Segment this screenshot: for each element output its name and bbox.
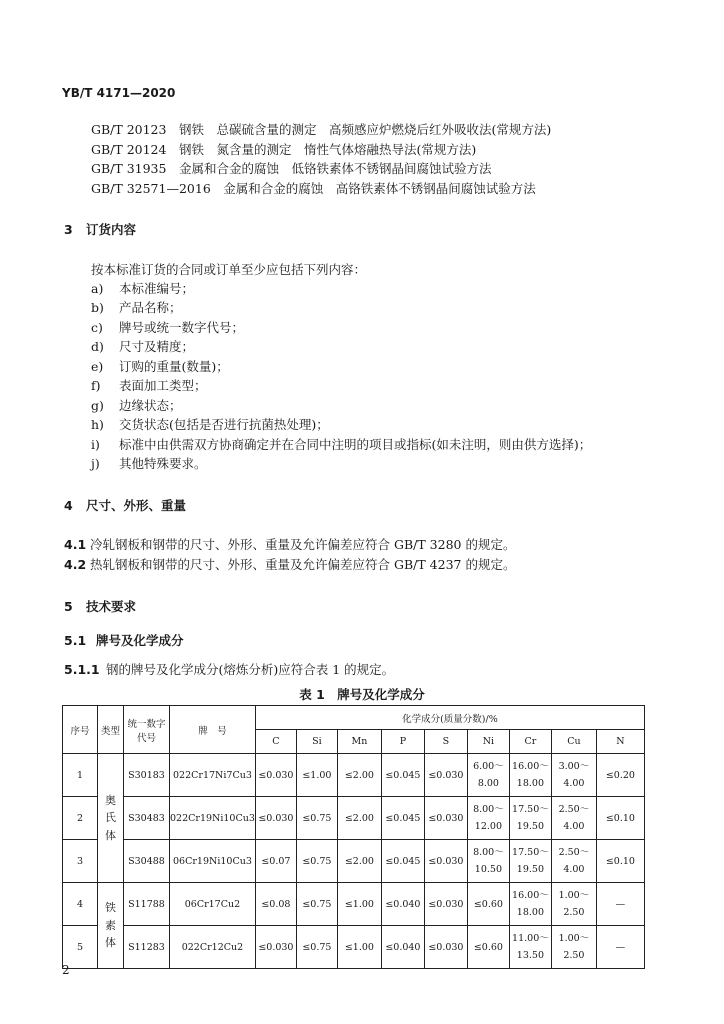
header-composition: 化学成分(质量分数)/% [255,706,644,730]
cell-n: — [596,883,644,926]
cell-cu: 1.00～ 2.50 [551,926,596,969]
header-element: S [424,730,467,754]
cell-grade: 06Cr19Ni10Cu3 [170,840,256,883]
document-id: YB/T 4171—2020 [62,86,176,100]
cell-n: ≤0.20 [596,754,644,797]
cell-p: ≤0.040 [381,926,424,969]
header-element: N [596,730,644,754]
list-item [91,318,244,336]
cell-s: ≤0.030 [424,754,467,797]
cell-mn: ≤2.00 [337,797,381,840]
item-label: i) [91,437,100,452]
cell-cu: 2.50～ 4.00 [551,840,596,883]
header-element: P [381,730,424,754]
cell-c: ≤0.030 [255,797,296,840]
table-header-row [63,706,645,730]
list-item [91,279,194,297]
cell-si: ≤0.75 [296,883,337,926]
cell-c: ≤0.030 [255,926,296,969]
item-text: 牌号或统一数字代号； [119,320,245,335]
cell-n: ≤0.10 [596,840,644,883]
cell-cr: 17.50～ 19.50 [509,840,551,883]
list-item [91,337,194,355]
cell-n: ≤0.10 [596,797,644,840]
cell-type: 奥 氏 体 [98,754,124,883]
item-label: f) [91,378,101,393]
item-label: h) [91,417,104,432]
section-number: 4 [64,498,73,513]
item-label: g) [91,398,104,413]
cell-n: — [596,926,644,969]
section-3-heading [64,220,136,238]
cell-type: 铁 素 体 [98,883,124,969]
cell-s: ≤0.030 [424,926,467,969]
cell-si: ≤0.75 [296,797,337,840]
list-item [91,454,207,472]
cell-c: ≤0.030 [255,754,296,797]
section-number: 3 [64,222,73,237]
cell-p: ≤0.045 [381,840,424,883]
section-number: 5 [64,599,73,614]
cell-code: S11788 [124,883,170,926]
cell-seq: 5 [63,926,98,969]
reference-line: GB/T 20123 钢铁 总碳硫含量的测定 高频感应炉燃烧后红外吸收法(常规方法) [91,122,552,137]
header-code-line: 代号 [136,732,156,744]
cell-seq: 1 [63,754,98,797]
cell-code: S30183 [124,754,170,797]
item-label: e) [91,359,104,374]
cell-mn: ≤1.00 [337,926,381,969]
list-item [91,435,591,453]
header-element: Mn [337,730,381,754]
composition-table [62,705,645,969]
cell-c: ≤0.07 [255,840,296,883]
cell-ni: ≤0.60 [467,926,509,969]
subsection-title: 牌号及化学成分 [96,633,184,648]
list-item [91,415,329,433]
list-item [91,376,207,394]
section-5-heading [64,597,136,615]
cell-cr: 11.00～ 13.50 [509,926,551,969]
header-element: Si [296,730,337,754]
item-text: 标准中由供需双方协商确定并在合同中注明的项目或指标(如未注明，则由供方选择)； [119,437,592,452]
cell-c: ≤0.08 [255,883,296,926]
header-element: Cr [509,730,551,754]
table-row [63,926,645,969]
header-element: Ni [467,730,509,754]
cell-cu: 3.00～ 4.00 [551,754,596,797]
header-code-line: 统一数字 [127,718,166,730]
item-text: 交货状态(包括是否进行抗菌热处理)； [119,417,329,432]
section-4-heading [64,496,186,514]
table-caption: 表 1 牌号及化学成分 [299,687,425,702]
cell-grade: 022Cr17Ni7Cu3 [170,754,256,797]
item-text: 其他特殊要求。 [119,456,207,471]
item-text: 订购的重量(数量)； [119,359,229,374]
cell-code: S30483 [124,797,170,840]
cell-seq: 2 [63,797,98,840]
list-item [91,357,229,375]
section-title: 尺寸、外形、重量 [86,498,187,513]
reference-line: GB/T 32571—2016 金属和合金的腐蚀 高铬铁素体不锈钢晶间腐蚀试验方法 [91,181,536,196]
clause-number: 4.1 [64,537,87,552]
item-text: 本标准编号； [119,281,195,296]
item-label: j) [91,456,100,471]
header-code [124,706,170,754]
section-3-intro: 按本标准订货的合同或订单至少应包括下列内容： [91,262,367,277]
clause-number: 5.1.1 [64,662,100,677]
clause-text: 冷轧钢板和钢带的尺寸、外形、重量及允许偏差应符合 GB/T 3280 的规定。 [90,537,516,552]
item-text: 尺寸及精度； [119,339,195,354]
cell-ni: 8.00～ 10.50 [467,840,509,883]
header-type: 类型 [98,706,124,754]
table-row [63,754,645,797]
item-label: a) [91,281,104,296]
header-seq: 序号 [63,706,98,754]
item-text: 表面加工类型； [119,378,207,393]
cell-s: ≤0.030 [424,883,467,926]
cell-grade: 06Cr17Cu2 [170,883,256,926]
cell-code: S11283 [124,926,170,969]
cell-code: S30488 [124,840,170,883]
cell-ni: ≤0.60 [467,883,509,926]
header-grade: 牌 号 [170,706,256,754]
cell-ni: 8.00～ 12.00 [467,797,509,840]
cell-cu: 2.50～ 4.00 [551,797,596,840]
cell-p: ≤0.045 [381,754,424,797]
section-title: 技术要求 [86,599,137,614]
cell-si: ≤1.00 [296,754,337,797]
section-title: 订货内容 [86,222,137,237]
clause-5-1-1 [64,660,394,678]
subsection-number: 5.1 [64,633,87,648]
cell-mn: ≤2.00 [337,754,381,797]
clause-text: 热轧钢板和钢带的尺寸、外形、重量及允许偏差应符合 GB/T 4237 的规定。 [90,557,516,572]
cell-seq: 4 [63,883,98,926]
table-row [63,797,645,840]
cell-si: ≤0.75 [296,926,337,969]
cell-cr: 16.00～ 18.00 [509,754,551,797]
page-number: 2 [62,963,70,977]
cell-mn: ≤2.00 [337,840,381,883]
reference-line: GB/T 31935 金属和合金的腐蚀 低铬铁素体不锈钢晶间腐蚀试验方法 [91,161,492,176]
header-element: C [255,730,296,754]
item-text: 产品名称； [119,300,182,315]
cell-cu: 1.00～ 2.50 [551,883,596,926]
cell-cr: 16.00～ 18.00 [509,883,551,926]
cell-ni: 6.00～ 8.00 [467,754,509,797]
item-label: c) [91,320,103,335]
reference-line: GB/T 20124 钢铁 氮含量的测定 惰性气体熔融热导法(常规方法) [91,142,477,157]
list-item [91,396,182,414]
clause-text: 钢的牌号及化学成分(熔炼分析)应符合表 1 的规定。 [106,662,395,677]
cell-seq: 3 [63,840,98,883]
cell-p: ≤0.045 [381,797,424,840]
list-item [91,298,182,316]
cell-si: ≤0.75 [296,840,337,883]
item-label: b) [91,300,104,315]
clause-4-2 [64,555,515,573]
cell-s: ≤0.030 [424,840,467,883]
cell-grade: 022Cr19Ni10Cu3 [170,797,256,840]
cell-p: ≤0.040 [381,883,424,926]
table-row [63,840,645,883]
header-element: Cu [551,730,596,754]
item-text: 边缘状态； [119,398,182,413]
cell-cr: 17.50～ 19.50 [509,797,551,840]
cell-s: ≤0.030 [424,797,467,840]
subsection-5-1-heading [64,631,184,649]
item-label: d) [91,339,104,354]
cell-mn: ≤1.00 [337,883,381,926]
cell-grade: 022Cr12Cu2 [170,926,256,969]
clause-number: 4.2 [64,557,87,572]
table-row [63,883,645,926]
clause-4-1 [64,535,515,553]
